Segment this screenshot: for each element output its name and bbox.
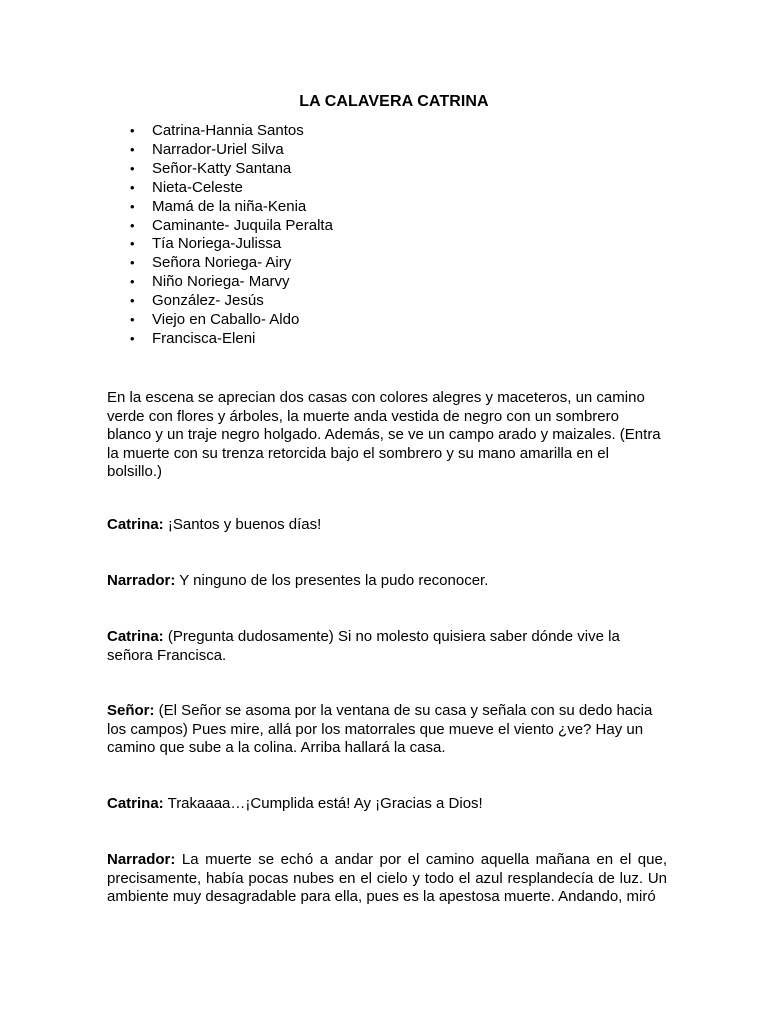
dialogue-line	[107, 628, 667, 665]
cast-item-text: Viejo en Caballo- Aldo	[152, 311, 300, 329]
dialogue-line	[107, 702, 667, 758]
cast-item	[130, 198, 333, 217]
bullet-icon: •	[130, 236, 135, 252]
dialogue-line	[107, 516, 667, 535]
dialogue-text: (El Señor se asoma por la ventana de su casa y señala con su dedo hacia los campos) Pues mire, allá por los matorrales que mueve el viento ¿ve? Hay un camino que sube a la colina. Arriba hallará la casa.	[107, 702, 653, 757]
bullet-icon: •	[130, 312, 135, 328]
speaker-name: Narrador:	[107, 851, 176, 868]
cast-item	[130, 254, 333, 273]
bullet-icon: •	[130, 123, 135, 138]
dialogue-text: Trakaaaa…¡Cumplida está! Ay ¡Gracias a Dios!	[163, 795, 483, 812]
cast-item-text: Niño Noriega- Marvy	[152, 273, 290, 291]
dialogue-line	[107, 572, 667, 591]
cast-item	[130, 160, 333, 179]
cast-item	[130, 217, 333, 236]
speaker-name: Catrina:	[107, 795, 164, 812]
speaker-name: Señor:	[107, 702, 155, 719]
dialogue-line	[107, 851, 667, 907]
dialogue-text: (Pregunta dudosamente) Si no molesto quisiera saber dónde vive la señora Francisca.	[107, 628, 620, 664]
bullet-icon: •	[130, 179, 135, 195]
cast-item	[130, 141, 333, 160]
bullet-icon: •	[130, 217, 135, 233]
cast-item-text: Francisca-Eleni	[152, 329, 256, 347]
speaker-name: Narrador:	[107, 572, 176, 589]
speaker-name: Catrina:	[107, 516, 164, 533]
dialogue-text: ¡Santos y buenos días!	[163, 516, 322, 533]
cast-item	[130, 311, 333, 330]
cast-item	[130, 235, 333, 254]
speaker-name: Catrina:	[107, 628, 164, 645]
cast-item-text: Mamá de la niña-Kenia	[152, 197, 307, 215]
cast-item-text: González- Jesús	[152, 292, 264, 310]
dialogue-line	[107, 795, 667, 814]
cast-item	[130, 179, 333, 198]
dialogue-text: Y ninguno de los presentes la pudo reconocer.	[175, 572, 489, 589]
bullet-icon: •	[130, 274, 135, 290]
bullet-icon: •	[130, 160, 135, 176]
cast-item-text: Catrina-Hannia Santos	[152, 122, 304, 139]
cast-item	[130, 330, 333, 349]
scene-description: En la escena se aprecian dos casas con colores alegres y maceteros, un camino verde con flores y árboles, la muerte anda vestida de negro con un sombrero blanco y un traje negro holgado. Además, se ve un campo arado y maizales. (Entra la muerte con su trenza retorcida bajo el sombrero y su mano amarilla en el bolsillo.)	[107, 389, 661, 481]
cast-item	[130, 292, 333, 311]
bullet-icon: •	[130, 293, 135, 309]
cast-item-text: Señora Noriega- Airy	[152, 254, 292, 272]
cast-item-text: Señor-Katty Santana	[152, 159, 292, 177]
dialogue-text: La muerte se echó a andar por el camino aquella mañana en el que, precisamente, había pocas nubes en el cielo y todo el azul resplandecía de luz. Un ambiente muy desagradable para ella, pues es la apestosa muerte. Andando, miró	[107, 851, 667, 906]
bullet-icon: •	[130, 330, 135, 346]
document-title: LA CALAVERA CATRINA	[299, 93, 489, 110]
cast-item	[130, 273, 333, 292]
bullet-icon: •	[130, 141, 135, 157]
cast-item-text: Caminante- Juquila Peralta	[152, 216, 333, 234]
cast-item	[130, 122, 333, 141]
cast-item-text: Narrador-Uriel Silva	[152, 140, 284, 158]
cast-item-text: Nieta-Celeste	[152, 178, 243, 196]
bullet-icon: •	[130, 255, 135, 271]
cast-list	[130, 122, 333, 349]
bullet-icon: •	[130, 198, 135, 214]
cast-item-text: Tía Noriega-Julissa	[152, 235, 282, 253]
